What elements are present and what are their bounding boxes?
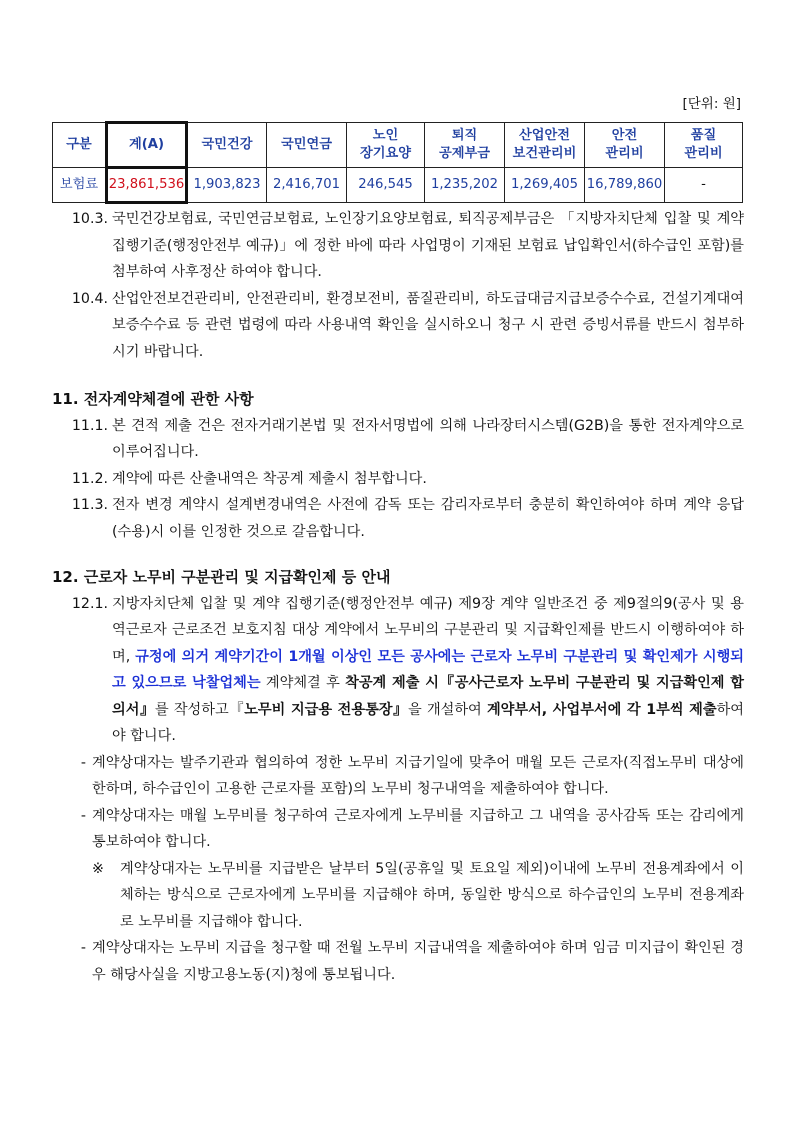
item-text: 산업안전보건관리비, 안전관리비, 환경보전비, 품질관리비, 하도급대금지급보증수수료, 건설기계대여보증수수료 등 관련 법령에 따라 사용내역 확인을 실시하오니 청구 시 관련 증빙서류를 반드시 첨부하시기 바랍니다.: [112, 290, 744, 360]
item-text: 국민건강보험료, 국민연금보험료, 노인장기요양보험료, 퇴직공제부금은 「지방자치단체 입찰 및 계약 집행기준(행정안전부 예규)」에 정한 바에 따라 사업명이 기재된 보험료 납입확인서(하수급인 포함)를 첨부하여 사후정산 하여야 합니다.: [112, 211, 744, 280]
item-number: 11.1.: [71, 417, 108, 434]
item-text: 계약상대자는 매월 노무비를 청구하여 근로자에게 노무비를 지급하고 그 내역을 공사감독 또는 감리에게 통보하여야 합니다.: [92, 807, 744, 850]
list-item-11-1: [52, 413, 744, 466]
header-cell: 노인 장기요양: [347, 123, 425, 168]
header-cell: 품질 관리비: [665, 123, 743, 168]
cell-value: 1,235,202: [425, 168, 505, 203]
note-mark: ※: [92, 860, 104, 877]
cell-value: 16,789,860: [585, 168, 665, 203]
dash-item: [52, 935, 744, 988]
dash-mark: -: [80, 807, 86, 824]
list-item-11-2: [52, 466, 744, 493]
list-item-12-1: [52, 591, 744, 750]
text-run: 하여야 합니다.: [112, 701, 744, 744]
bold-text: 착공계 제출 시『공사근로자 노무비 구분관리 및 지급확인제 합의서』: [112, 675, 744, 718]
cell-value: -: [665, 168, 743, 203]
item-text: 전자 변경 계약시 설계변경내역은 사전에 감독 또는 감리자로부터 충분히 확인하여야 하며 계약 응답(수용)시 이를 인정한 것으로 갈음합니다.: [112, 497, 744, 540]
section-12: [52, 564, 744, 988]
item-number: 11.2.: [71, 470, 108, 487]
item-number: 11.3.: [71, 497, 108, 513]
item-number: 10.4.: [71, 290, 108, 307]
section-heading: 12. 근로자 노무비 구분관리 및 지급확인제 등 안내: [52, 568, 391, 586]
list-item-11-3: [52, 492, 744, 545]
insurance-table: [52, 121, 743, 204]
row-label: 보험료: [53, 168, 107, 203]
item-number: 12.1.: [71, 595, 108, 612]
header-cell-total: 계(A): [107, 123, 187, 168]
item-text: [112, 591, 744, 750]
dash-item: [52, 750, 744, 803]
cell-value: 246,545: [347, 168, 425, 203]
dash-mark: -: [80, 754, 86, 771]
header-cell: 산업안전 보건관리비: [505, 123, 585, 168]
bold-text: 노무비 지급용 전용통장』: [244, 701, 409, 718]
cell-value: 1,269,405: [505, 168, 585, 203]
note-item: [52, 856, 744, 936]
unit-label: [단위: 원]: [682, 96, 741, 112]
list-item-10-3: [52, 206, 744, 286]
table-row: [53, 168, 743, 203]
header-cell: 퇴직 공제부금: [425, 123, 505, 168]
total-value: 23,861,536: [107, 168, 187, 203]
dash-mark: -: [80, 940, 86, 956]
item-text: 본 견적 제출 건은 전자거래기본법 및 전자서명법에 의해 나라장터시스템(G2B)을 통한 전자계약으로 이루어집니다.: [112, 417, 744, 460]
item-text: 계약상대자는 노무비 지급을 청구할 때 전월 노무비 지급내역을 제출하여야 하며 임금 미지급이 확인된 경우 해당사실을 지방고용노동(지)청에 통보됩니다.: [92, 940, 744, 983]
header-cell: 국민건강: [187, 123, 267, 168]
section-10-items: [52, 206, 744, 365]
item-text: 계약상대자는 발주기관과 협의하여 정한 노무비 지급기일에 맞추어 매월 모든 근로자(직접노무비 대상에 한하며, 하수급인이 고용한 근로자를 포함)의 노무비 청구내역을 제출하여야 합니다.: [92, 754, 744, 797]
highlight-text: 규정에 의거 계약기간이 1개월 이상인 모든 공사에는 근로자 노무비 구분관리 및 확인제가 시행되고 있으므로 낙찰업체는: [112, 648, 744, 691]
text-run: 를 작성하고『: [154, 701, 245, 718]
item-text: 계약에 따른 산출내역은 착공계 제출시 첨부합니다.: [112, 470, 427, 487]
dash-item: [52, 803, 744, 856]
text-run: 지방자치단체 입찰 및 계약 집행기준(행정안전부 예규) 제9장 계약 일반조건 중 제9절의9(공사 및 용역근로자 근로조건 보호지침 대상 계약에서 노무비의 구분관리 및 지급확인제를 반드시 이행하여야 하며,: [112, 595, 744, 665]
cell-value: 1,903,823: [187, 168, 267, 203]
item-text: 계약상대자는 노무비를 지급받은 날부터 5일(공휴일 및 토요일 제외)이내에 노무비 전용계좌에서 이체하는 방식으로 근로자에게 노무비를 지급해야 하며, 동일한 방식으로 하수급인의 노무비 전용계좌로 노무비를 지급해야 합니다.: [120, 860, 744, 930]
text-run: 을 개설하여: [408, 701, 487, 718]
bold-text: 계약부서, 사업부서에 각 1부씩 제출: [486, 701, 717, 718]
table-header-row: [53, 123, 743, 168]
item-number: 10.3.: [71, 211, 108, 227]
header-cell: 구분: [53, 123, 107, 168]
cell-value: 2,416,701: [267, 168, 347, 203]
header-cell: 안전 관리비: [585, 123, 665, 168]
list-item-10-4: [52, 286, 744, 366]
header-cell: 국민연금: [267, 123, 347, 168]
section-11: [52, 386, 744, 545]
text-run: 계약체결 후: [260, 675, 346, 691]
section-heading: 11. 전자계약체결에 관한 사항: [52, 390, 254, 408]
